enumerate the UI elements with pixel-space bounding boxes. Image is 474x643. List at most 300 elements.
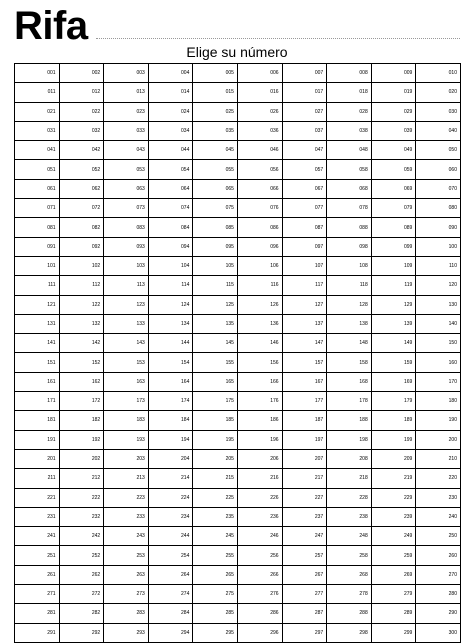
raffle-number-cell[interactable]: 290 — [416, 604, 461, 623]
raffle-number-cell[interactable]: 016 — [237, 83, 282, 102]
raffle-number-cell[interactable]: 213 — [104, 469, 149, 488]
raffle-number-cell[interactable]: 053 — [104, 160, 149, 179]
raffle-number-cell[interactable]: 162 — [59, 372, 104, 391]
raffle-number-cell[interactable]: 011 — [15, 83, 60, 102]
raffle-number-cell[interactable]: 108 — [327, 256, 372, 275]
raffle-number-cell[interactable]: 023 — [104, 102, 149, 121]
raffle-number-cell[interactable]: 139 — [371, 314, 416, 333]
raffle-number-cell[interactable]: 130 — [416, 295, 461, 314]
raffle-number-cell[interactable]: 103 — [104, 256, 149, 275]
raffle-number-cell[interactable]: 255 — [193, 546, 238, 565]
raffle-number-cell[interactable]: 001 — [15, 64, 60, 83]
raffle-number-cell[interactable]: 211 — [15, 469, 60, 488]
raffle-number-cell[interactable]: 294 — [148, 623, 193, 642]
raffle-number-cell[interactable]: 037 — [282, 121, 327, 140]
raffle-number-cell[interactable]: 105 — [193, 256, 238, 275]
raffle-number-cell[interactable]: 094 — [148, 237, 193, 256]
raffle-number-cell[interactable]: 233 — [104, 507, 149, 526]
raffle-number-cell[interactable]: 163 — [104, 372, 149, 391]
raffle-number-cell[interactable]: 040 — [416, 121, 461, 140]
raffle-number-cell[interactable]: 159 — [371, 353, 416, 372]
raffle-number-cell[interactable]: 152 — [59, 353, 104, 372]
raffle-number-cell[interactable]: 100 — [416, 237, 461, 256]
raffle-number-cell[interactable]: 174 — [148, 392, 193, 411]
raffle-number-cell[interactable]: 246 — [237, 527, 282, 546]
raffle-number-cell[interactable]: 099 — [371, 237, 416, 256]
raffle-number-cell[interactable]: 285 — [193, 604, 238, 623]
raffle-number-cell[interactable]: 091 — [15, 237, 60, 256]
raffle-number-cell[interactable]: 129 — [371, 295, 416, 314]
raffle-number-cell[interactable]: 273 — [104, 585, 149, 604]
raffle-number-cell[interactable]: 270 — [416, 565, 461, 584]
raffle-number-cell[interactable]: 232 — [59, 507, 104, 526]
raffle-number-cell[interactable]: 237 — [282, 507, 327, 526]
raffle-number-cell[interactable]: 019 — [371, 83, 416, 102]
raffle-number-cell[interactable]: 121 — [15, 295, 60, 314]
raffle-number-cell[interactable]: 250 — [416, 527, 461, 546]
raffle-number-cell[interactable]: 268 — [327, 565, 372, 584]
raffle-number-cell[interactable]: 197 — [282, 430, 327, 449]
raffle-number-cell[interactable]: 252 — [59, 546, 104, 565]
raffle-number-cell[interactable]: 229 — [371, 488, 416, 507]
raffle-number-cell[interactable]: 021 — [15, 102, 60, 121]
raffle-number-cell[interactable]: 039 — [371, 121, 416, 140]
raffle-number-cell[interactable]: 059 — [371, 160, 416, 179]
raffle-number-cell[interactable]: 185 — [193, 411, 238, 430]
raffle-number-cell[interactable]: 166 — [237, 372, 282, 391]
raffle-number-cell[interactable]: 184 — [148, 411, 193, 430]
raffle-number-cell[interactable]: 207 — [282, 449, 327, 468]
raffle-number-cell[interactable]: 089 — [371, 218, 416, 237]
raffle-number-cell[interactable]: 231 — [15, 507, 60, 526]
raffle-number-cell[interactable]: 160 — [416, 353, 461, 372]
raffle-number-cell[interactable]: 055 — [193, 160, 238, 179]
raffle-number-cell[interactable]: 115 — [193, 276, 238, 295]
raffle-number-cell[interactable]: 179 — [371, 392, 416, 411]
raffle-number-cell[interactable]: 188 — [327, 411, 372, 430]
raffle-number-cell[interactable]: 030 — [416, 102, 461, 121]
raffle-number-cell[interactable]: 199 — [371, 430, 416, 449]
raffle-number-cell[interactable]: 135 — [193, 314, 238, 333]
raffle-number-cell[interactable]: 257 — [282, 546, 327, 565]
raffle-number-cell[interactable]: 221 — [15, 488, 60, 507]
raffle-number-cell[interactable]: 125 — [193, 295, 238, 314]
raffle-number-cell[interactable]: 189 — [371, 411, 416, 430]
raffle-number-cell[interactable]: 087 — [282, 218, 327, 237]
raffle-number-cell[interactable]: 086 — [237, 218, 282, 237]
raffle-number-cell[interactable]: 081 — [15, 218, 60, 237]
raffle-number-cell[interactable]: 249 — [371, 527, 416, 546]
raffle-number-cell[interactable]: 041 — [15, 141, 60, 160]
raffle-number-cell[interactable]: 161 — [15, 372, 60, 391]
raffle-number-cell[interactable]: 261 — [15, 565, 60, 584]
raffle-number-cell[interactable]: 084 — [148, 218, 193, 237]
raffle-number-cell[interactable]: 283 — [104, 604, 149, 623]
raffle-number-cell[interactable]: 251 — [15, 546, 60, 565]
raffle-number-cell[interactable]: 247 — [282, 527, 327, 546]
raffle-number-cell[interactable]: 026 — [237, 102, 282, 121]
raffle-number-cell[interactable]: 029 — [371, 102, 416, 121]
raffle-number-cell[interactable]: 204 — [148, 449, 193, 468]
raffle-number-cell[interactable]: 212 — [59, 469, 104, 488]
raffle-number-cell[interactable]: 137 — [282, 314, 327, 333]
raffle-number-cell[interactable]: 241 — [15, 527, 60, 546]
raffle-number-cell[interactable]: 061 — [15, 179, 60, 198]
raffle-number-cell[interactable]: 025 — [193, 102, 238, 121]
raffle-number-cell[interactable]: 243 — [104, 527, 149, 546]
raffle-number-cell[interactable]: 131 — [15, 314, 60, 333]
raffle-number-cell[interactable]: 101 — [15, 256, 60, 275]
raffle-number-cell[interactable]: 144 — [148, 334, 193, 353]
raffle-number-cell[interactable]: 224 — [148, 488, 193, 507]
raffle-number-cell[interactable]: 052 — [59, 160, 104, 179]
raffle-number-cell[interactable]: 057 — [282, 160, 327, 179]
raffle-number-cell[interactable]: 172 — [59, 392, 104, 411]
raffle-number-cell[interactable]: 164 — [148, 372, 193, 391]
raffle-number-cell[interactable]: 169 — [371, 372, 416, 391]
raffle-number-cell[interactable]: 165 — [193, 372, 238, 391]
raffle-number-cell[interactable]: 194 — [148, 430, 193, 449]
raffle-number-cell[interactable]: 104 — [148, 256, 193, 275]
raffle-number-cell[interactable]: 191 — [15, 430, 60, 449]
raffle-number-cell[interactable]: 266 — [237, 565, 282, 584]
raffle-number-cell[interactable]: 146 — [237, 334, 282, 353]
raffle-number-cell[interactable]: 288 — [327, 604, 372, 623]
raffle-number-cell[interactable]: 297 — [282, 623, 327, 642]
raffle-number-cell[interactable]: 067 — [282, 179, 327, 198]
raffle-number-cell[interactable]: 031 — [15, 121, 60, 140]
raffle-number-cell[interactable]: 234 — [148, 507, 193, 526]
raffle-number-cell[interactable]: 048 — [327, 141, 372, 160]
raffle-number-cell[interactable]: 209 — [371, 449, 416, 468]
raffle-number-cell[interactable]: 113 — [104, 276, 149, 295]
raffle-number-cell[interactable]: 223 — [104, 488, 149, 507]
raffle-number-cell[interactable]: 111 — [15, 276, 60, 295]
raffle-number-cell[interactable]: 020 — [416, 83, 461, 102]
raffle-number-cell[interactable]: 208 — [327, 449, 372, 468]
raffle-number-cell[interactable]: 145 — [193, 334, 238, 353]
raffle-number-cell[interactable]: 193 — [104, 430, 149, 449]
raffle-number-cell[interactable]: 260 — [416, 546, 461, 565]
raffle-number-cell[interactable]: 095 — [193, 237, 238, 256]
raffle-number-cell[interactable]: 044 — [148, 141, 193, 160]
raffle-number-cell[interactable]: 141 — [15, 334, 60, 353]
raffle-number-cell[interactable]: 036 — [237, 121, 282, 140]
raffle-number-cell[interactable]: 148 — [327, 334, 372, 353]
raffle-number-cell[interactable]: 263 — [104, 565, 149, 584]
raffle-number-cell[interactable]: 259 — [371, 546, 416, 565]
raffle-number-cell[interactable]: 058 — [327, 160, 372, 179]
raffle-number-cell[interactable]: 244 — [148, 527, 193, 546]
raffle-number-cell[interactable]: 143 — [104, 334, 149, 353]
raffle-number-cell[interactable]: 056 — [237, 160, 282, 179]
raffle-number-cell[interactable]: 264 — [148, 565, 193, 584]
raffle-number-cell[interactable]: 006 — [237, 64, 282, 83]
raffle-number-cell[interactable]: 009 — [371, 64, 416, 83]
raffle-number-cell[interactable]: 282 — [59, 604, 104, 623]
raffle-number-cell[interactable]: 248 — [327, 527, 372, 546]
raffle-number-cell[interactable]: 083 — [104, 218, 149, 237]
raffle-number-cell[interactable]: 198 — [327, 430, 372, 449]
raffle-number-cell[interactable]: 080 — [416, 199, 461, 218]
raffle-number-cell[interactable]: 071 — [15, 199, 60, 218]
raffle-number-cell[interactable]: 210 — [416, 449, 461, 468]
raffle-number-cell[interactable]: 098 — [327, 237, 372, 256]
raffle-number-cell[interactable]: 190 — [416, 411, 461, 430]
raffle-number-cell[interactable]: 005 — [193, 64, 238, 83]
raffle-number-cell[interactable]: 230 — [416, 488, 461, 507]
raffle-number-cell[interactable]: 065 — [193, 179, 238, 198]
raffle-number-cell[interactable]: 013 — [104, 83, 149, 102]
raffle-number-cell[interactable]: 028 — [327, 102, 372, 121]
raffle-number-cell[interactable]: 287 — [282, 604, 327, 623]
raffle-number-cell[interactable]: 299 — [371, 623, 416, 642]
raffle-number-cell[interactable]: 096 — [237, 237, 282, 256]
raffle-number-cell[interactable]: 092 — [59, 237, 104, 256]
raffle-number-cell[interactable]: 295 — [193, 623, 238, 642]
raffle-number-cell[interactable]: 017 — [282, 83, 327, 102]
raffle-number-cell[interactable]: 183 — [104, 411, 149, 430]
raffle-number-cell[interactable]: 225 — [193, 488, 238, 507]
raffle-number-cell[interactable]: 128 — [327, 295, 372, 314]
raffle-number-cell[interactable]: 267 — [282, 565, 327, 584]
raffle-number-cell[interactable]: 170 — [416, 372, 461, 391]
raffle-number-cell[interactable]: 291 — [15, 623, 60, 642]
raffle-number-cell[interactable]: 004 — [148, 64, 193, 83]
raffle-number-cell[interactable]: 175 — [193, 392, 238, 411]
raffle-number-cell[interactable]: 236 — [237, 507, 282, 526]
raffle-number-cell[interactable]: 203 — [104, 449, 149, 468]
raffle-number-cell[interactable]: 118 — [327, 276, 372, 295]
raffle-number-cell[interactable]: 077 — [282, 199, 327, 218]
raffle-number-cell[interactable]: 126 — [237, 295, 282, 314]
raffle-number-cell[interactable]: 214 — [148, 469, 193, 488]
raffle-number-cell[interactable]: 220 — [416, 469, 461, 488]
raffle-number-cell[interactable]: 218 — [327, 469, 372, 488]
raffle-number-cell[interactable]: 068 — [327, 179, 372, 198]
raffle-number-cell[interactable]: 222 — [59, 488, 104, 507]
raffle-number-cell[interactable]: 150 — [416, 334, 461, 353]
raffle-number-cell[interactable]: 008 — [327, 64, 372, 83]
raffle-number-cell[interactable]: 180 — [416, 392, 461, 411]
raffle-number-cell[interactable]: 072 — [59, 199, 104, 218]
raffle-number-cell[interactable]: 107 — [282, 256, 327, 275]
raffle-number-cell[interactable]: 097 — [282, 237, 327, 256]
raffle-number-cell[interactable]: 110 — [416, 256, 461, 275]
raffle-number-cell[interactable]: 269 — [371, 565, 416, 584]
raffle-number-cell[interactable]: 296 — [237, 623, 282, 642]
raffle-number-cell[interactable]: 149 — [371, 334, 416, 353]
raffle-number-cell[interactable]: 075 — [193, 199, 238, 218]
raffle-number-cell[interactable]: 151 — [15, 353, 60, 372]
raffle-number-cell[interactable]: 289 — [371, 604, 416, 623]
raffle-number-cell[interactable]: 073 — [104, 199, 149, 218]
raffle-number-cell[interactable]: 132 — [59, 314, 104, 333]
raffle-number-cell[interactable]: 035 — [193, 121, 238, 140]
raffle-number-cell[interactable]: 079 — [371, 199, 416, 218]
raffle-number-cell[interactable]: 281 — [15, 604, 60, 623]
raffle-number-cell[interactable]: 124 — [148, 295, 193, 314]
raffle-number-cell[interactable]: 215 — [193, 469, 238, 488]
raffle-number-cell[interactable]: 274 — [148, 585, 193, 604]
raffle-number-cell[interactable]: 034 — [148, 121, 193, 140]
raffle-number-cell[interactable]: 122 — [59, 295, 104, 314]
raffle-number-cell[interactable]: 176 — [237, 392, 282, 411]
raffle-number-cell[interactable]: 154 — [148, 353, 193, 372]
raffle-number-cell[interactable]: 045 — [193, 141, 238, 160]
raffle-number-cell[interactable]: 085 — [193, 218, 238, 237]
raffle-number-cell[interactable]: 002 — [59, 64, 104, 83]
raffle-number-cell[interactable]: 116 — [237, 276, 282, 295]
raffle-number-cell[interactable]: 109 — [371, 256, 416, 275]
raffle-number-cell[interactable]: 064 — [148, 179, 193, 198]
raffle-number-cell[interactable]: 014 — [148, 83, 193, 102]
raffle-number-cell[interactable]: 102 — [59, 256, 104, 275]
raffle-number-cell[interactable]: 069 — [371, 179, 416, 198]
raffle-number-cell[interactable]: 178 — [327, 392, 372, 411]
raffle-number-cell[interactable]: 254 — [148, 546, 193, 565]
raffle-number-cell[interactable]: 133 — [104, 314, 149, 333]
raffle-number-cell[interactable]: 062 — [59, 179, 104, 198]
raffle-number-cell[interactable]: 192 — [59, 430, 104, 449]
raffle-number-cell[interactable]: 070 — [416, 179, 461, 198]
raffle-number-cell[interactable]: 076 — [237, 199, 282, 218]
raffle-number-cell[interactable]: 217 — [282, 469, 327, 488]
raffle-number-cell[interactable]: 120 — [416, 276, 461, 295]
raffle-number-cell[interactable]: 279 — [371, 585, 416, 604]
raffle-number-cell[interactable]: 239 — [371, 507, 416, 526]
raffle-number-cell[interactable]: 227 — [282, 488, 327, 507]
raffle-number-cell[interactable]: 280 — [416, 585, 461, 604]
raffle-number-cell[interactable]: 123 — [104, 295, 149, 314]
raffle-number-cell[interactable]: 047 — [282, 141, 327, 160]
raffle-number-cell[interactable]: 112 — [59, 276, 104, 295]
raffle-number-cell[interactable]: 181 — [15, 411, 60, 430]
raffle-number-cell[interactable]: 015 — [193, 83, 238, 102]
raffle-number-cell[interactable]: 049 — [371, 141, 416, 160]
raffle-number-cell[interactable]: 051 — [15, 160, 60, 179]
raffle-number-cell[interactable]: 063 — [104, 179, 149, 198]
raffle-number-cell[interactable]: 012 — [59, 83, 104, 102]
raffle-number-cell[interactable]: 140 — [416, 314, 461, 333]
raffle-number-cell[interactable]: 206 — [237, 449, 282, 468]
raffle-number-cell[interactable]: 271 — [15, 585, 60, 604]
raffle-number-cell[interactable]: 242 — [59, 527, 104, 546]
raffle-number-cell[interactable]: 066 — [237, 179, 282, 198]
raffle-number-cell[interactable]: 117 — [282, 276, 327, 295]
raffle-number-cell[interactable]: 078 — [327, 199, 372, 218]
raffle-number-cell[interactable]: 010 — [416, 64, 461, 83]
raffle-number-cell[interactable]: 276 — [237, 585, 282, 604]
raffle-number-cell[interactable]: 202 — [59, 449, 104, 468]
raffle-number-cell[interactable]: 038 — [327, 121, 372, 140]
raffle-number-cell[interactable]: 293 — [104, 623, 149, 642]
raffle-number-cell[interactable]: 272 — [59, 585, 104, 604]
raffle-number-cell[interactable]: 216 — [237, 469, 282, 488]
raffle-number-cell[interactable]: 196 — [237, 430, 282, 449]
raffle-number-cell[interactable]: 106 — [237, 256, 282, 275]
raffle-number-cell[interactable]: 134 — [148, 314, 193, 333]
raffle-number-cell[interactable]: 060 — [416, 160, 461, 179]
raffle-number-cell[interactable]: 298 — [327, 623, 372, 642]
raffle-number-cell[interactable]: 043 — [104, 141, 149, 160]
raffle-number-cell[interactable]: 119 — [371, 276, 416, 295]
raffle-number-cell[interactable]: 018 — [327, 83, 372, 102]
raffle-number-cell[interactable]: 054 — [148, 160, 193, 179]
raffle-number-cell[interactable]: 153 — [104, 353, 149, 372]
raffle-number-cell[interactable]: 142 — [59, 334, 104, 353]
raffle-number-cell[interactable]: 022 — [59, 102, 104, 121]
raffle-number-cell[interactable]: 114 — [148, 276, 193, 295]
raffle-number-cell[interactable]: 090 — [416, 218, 461, 237]
raffle-number-cell[interactable]: 050 — [416, 141, 461, 160]
raffle-number-cell[interactable]: 228 — [327, 488, 372, 507]
raffle-number-cell[interactable]: 258 — [327, 546, 372, 565]
raffle-number-cell[interactable]: 032 — [59, 121, 104, 140]
raffle-number-cell[interactable]: 262 — [59, 565, 104, 584]
raffle-number-cell[interactable]: 168 — [327, 372, 372, 391]
raffle-number-cell[interactable]: 155 — [193, 353, 238, 372]
raffle-number-cell[interactable]: 245 — [193, 527, 238, 546]
raffle-number-cell[interactable]: 157 — [282, 353, 327, 372]
raffle-number-cell[interactable]: 007 — [282, 64, 327, 83]
raffle-number-cell[interactable]: 240 — [416, 507, 461, 526]
raffle-number-cell[interactable]: 187 — [282, 411, 327, 430]
raffle-number-cell[interactable]: 292 — [59, 623, 104, 642]
raffle-number-cell[interactable]: 195 — [193, 430, 238, 449]
raffle-number-cell[interactable]: 284 — [148, 604, 193, 623]
raffle-number-cell[interactable]: 275 — [193, 585, 238, 604]
raffle-number-cell[interactable]: 042 — [59, 141, 104, 160]
raffle-number-cell[interactable]: 156 — [237, 353, 282, 372]
raffle-number-cell[interactable]: 278 — [327, 585, 372, 604]
raffle-number-cell[interactable]: 167 — [282, 372, 327, 391]
raffle-number-cell[interactable]: 226 — [237, 488, 282, 507]
raffle-number-cell[interactable]: 147 — [282, 334, 327, 353]
raffle-number-cell[interactable]: 235 — [193, 507, 238, 526]
raffle-number-cell[interactable]: 003 — [104, 64, 149, 83]
raffle-number-cell[interactable]: 093 — [104, 237, 149, 256]
raffle-number-cell[interactable]: 158 — [327, 353, 372, 372]
raffle-number-cell[interactable]: 136 — [237, 314, 282, 333]
raffle-number-cell[interactable]: 300 — [416, 623, 461, 642]
raffle-number-cell[interactable]: 265 — [193, 565, 238, 584]
raffle-number-cell[interactable]: 186 — [237, 411, 282, 430]
raffle-number-cell[interactable]: 200 — [416, 430, 461, 449]
raffle-number-cell[interactable]: 253 — [104, 546, 149, 565]
raffle-number-cell[interactable]: 201 — [15, 449, 60, 468]
raffle-number-cell[interactable]: 177 — [282, 392, 327, 411]
raffle-number-cell[interactable]: 024 — [148, 102, 193, 121]
raffle-number-cell[interactable]: 046 — [237, 141, 282, 160]
raffle-number-cell[interactable]: 088 — [327, 218, 372, 237]
raffle-number-cell[interactable]: 256 — [237, 546, 282, 565]
raffle-number-cell[interactable]: 219 — [371, 469, 416, 488]
raffle-number-cell[interactable]: 033 — [104, 121, 149, 140]
raffle-number-cell[interactable]: 205 — [193, 449, 238, 468]
raffle-number-cell[interactable]: 182 — [59, 411, 104, 430]
raffle-number-cell[interactable]: 238 — [327, 507, 372, 526]
raffle-number-cell[interactable]: 286 — [237, 604, 282, 623]
raffle-number-cell[interactable]: 074 — [148, 199, 193, 218]
raffle-number-cell[interactable]: 277 — [282, 585, 327, 604]
raffle-number-cell[interactable]: 138 — [327, 314, 372, 333]
raffle-number-cell[interactable]: 127 — [282, 295, 327, 314]
raffle-number-cell[interactable]: 171 — [15, 392, 60, 411]
raffle-number-cell[interactable]: 173 — [104, 392, 149, 411]
raffle-number-cell[interactable]: 082 — [59, 218, 104, 237]
raffle-number-cell[interactable]: 027 — [282, 102, 327, 121]
